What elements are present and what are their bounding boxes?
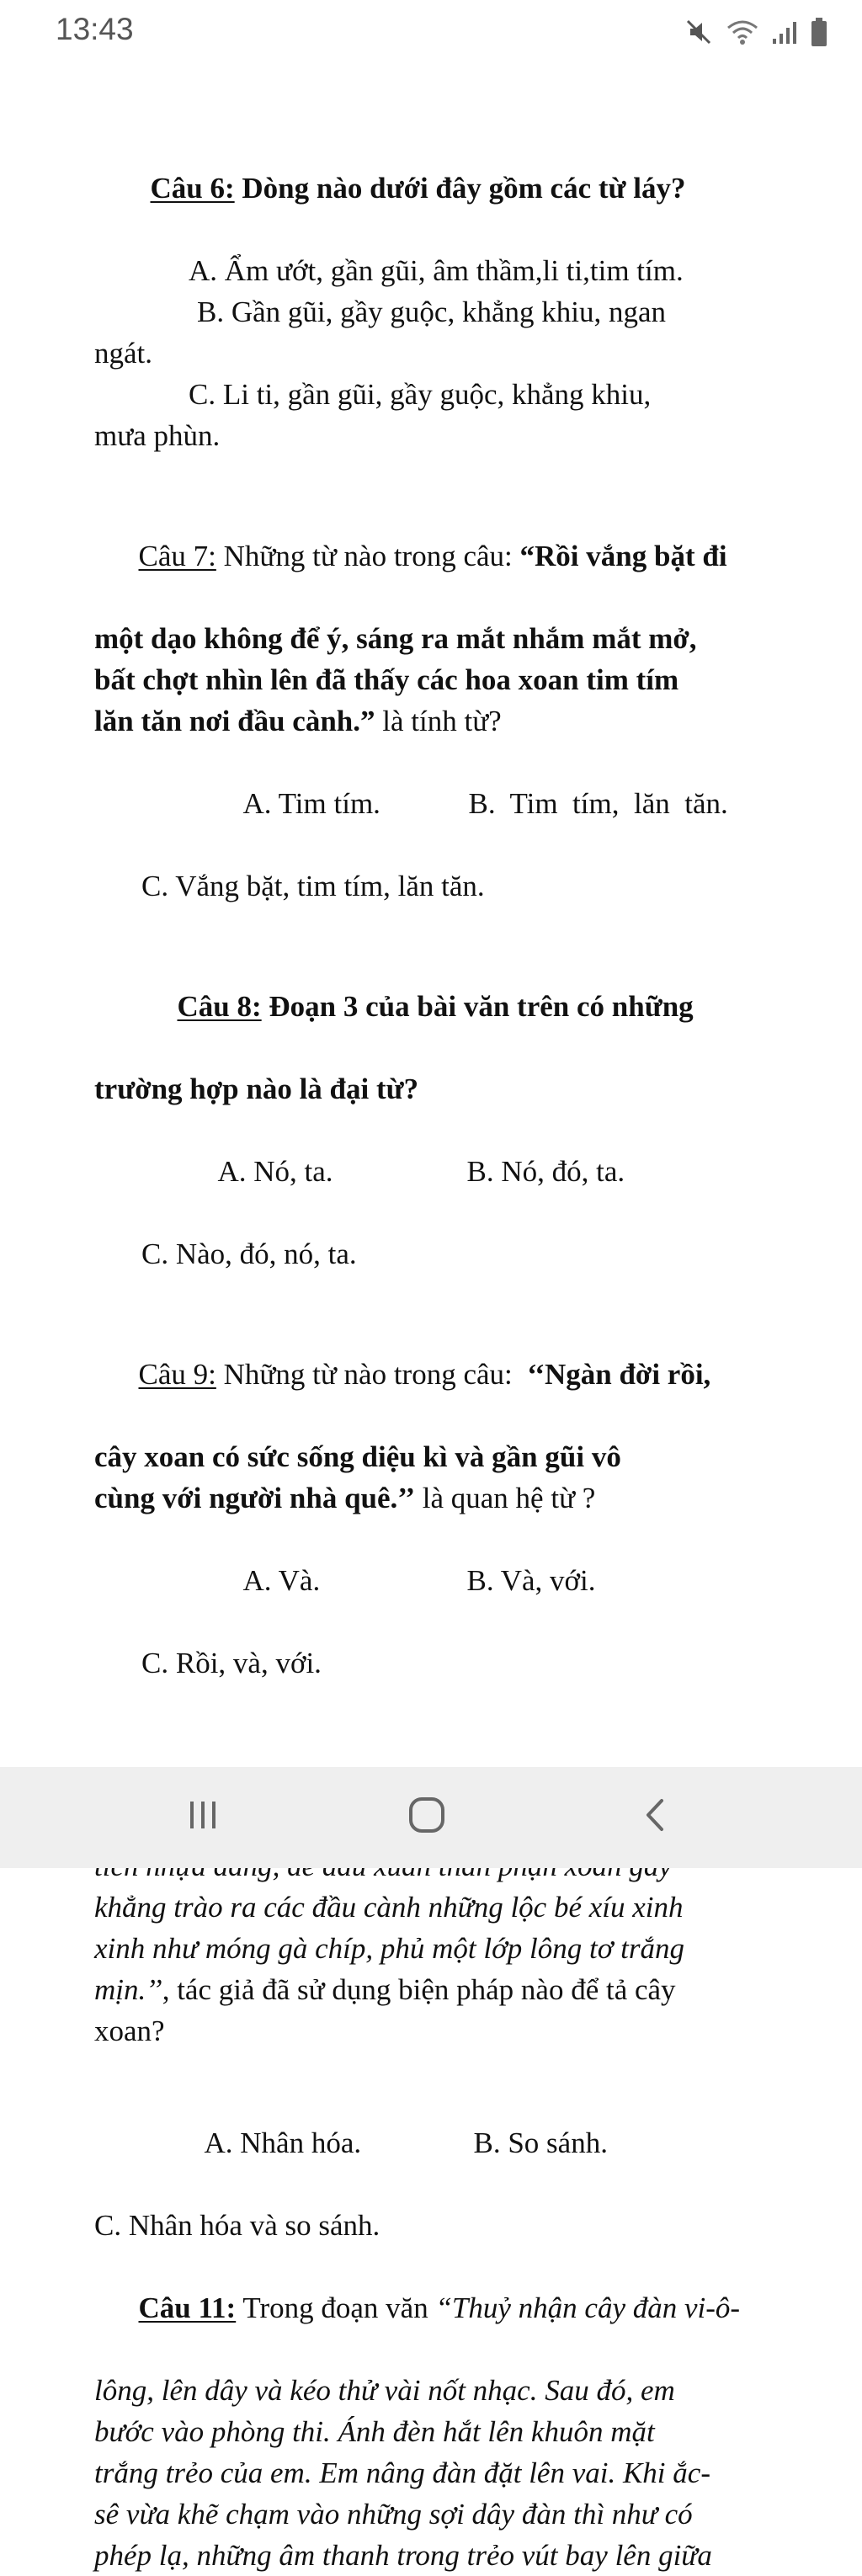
question-lead: Những từ nào trong câu:	[216, 540, 520, 572]
option-b: B. So sánh.	[473, 2126, 608, 2159]
option-c: C. Li ti, gần gũi, gầy guộc, khẳng khiu,	[189, 378, 652, 411]
option-a: A. Ẩm ướt, gần gũi, âm thầm,li ti,tim tím.	[189, 254, 684, 287]
question-11	[94, 2246, 776, 2576]
signal-icon	[771, 19, 798, 45]
option-c: C. Vắng bặt, tim tím, lăn tăn.	[141, 870, 485, 902]
question-lead: Những từ nào trong câu:	[216, 1358, 528, 1391]
wifi-icon	[726, 18, 759, 46]
question-7	[94, 494, 776, 907]
question-label: Câu 8:	[177, 990, 262, 1023]
quoted-sentence: cùng với người nhà quê.’’	[94, 1482, 416, 1514]
question-text: Đoạn 3 của bài văn trên có những	[261, 990, 694, 1023]
question-tail: là tính từ?	[375, 705, 502, 737]
quoted-paragraph: bước vào phòng thi. Ánh đèn hắt lên khuôn mặt	[94, 2415, 655, 2448]
question-lead: Trong đoạn văn	[236, 2291, 436, 2324]
option-c: C. Nhân hóa và so sánh.	[94, 2209, 380, 2242]
option-a: A. Tim tím.	[242, 787, 380, 820]
quoted-sentence: “Rồi vắng bặt đi	[519, 540, 727, 572]
question-tail: là quan hệ từ ?	[415, 1482, 596, 1514]
option-b: B. Tim tím, lăn tăn.	[468, 787, 728, 820]
quoted-sentence: một dạo không để ý, sáng ra mắt nhắm mắt mở,	[94, 622, 697, 655]
question-text-continued: trường hợp nào là đại từ?	[94, 1072, 419, 1105]
battery-icon	[810, 17, 828, 47]
quoted-sentence: xinh như móng gà chíp, phủ một lớp lông tơ trắng	[94, 1932, 685, 1965]
option-a: A. Nhân hóa.	[204, 2126, 362, 2159]
option-c-continued: mưa phùn.	[94, 419, 221, 452]
quoted-paragraph: phép lạ, những âm thanh trong trẻo vút bay lên giữa	[94, 2539, 712, 2572]
quoted-sentence: mịn.’’	[94, 1973, 162, 2006]
option-c: C. Rồi, và, với.	[141, 1647, 322, 1679]
document-page	[94, 126, 776, 2576]
question-tail: , tác giả đã sử dụng biện pháp nào để tả cây	[162, 1973, 676, 2006]
back-icon[interactable]	[636, 1796, 675, 1834]
quoted-sentence: ‘‘Ngàn đời rồi,	[527, 1358, 711, 1391]
quoted-paragraph: lông, lên dây và kéo thử vài nốt nhạc. Sau đó, em	[94, 2374, 675, 2407]
status-time: 13:43	[56, 12, 134, 46]
home-icon[interactable]	[407, 1796, 446, 1834]
quoted-paragraph: sê vừa khẽ chạm vào những sợi dây đàn thì như có	[94, 2498, 693, 2531]
question-label: Câu 7:	[138, 540, 216, 572]
option-b: B. Nó, đó, ta.	[466, 1155, 625, 1188]
quoted-sentence: khẳng trào ra các đầu cành những lộc bé xíu xinh	[94, 1891, 684, 1924]
question-label: Câu 6:	[150, 172, 235, 205]
option-b: B. Và, với.	[466, 1564, 596, 1597]
question-label: Câu 11:	[138, 2291, 237, 2324]
status-icons	[684, 15, 828, 49]
navigation-bar	[0, 1767, 862, 1868]
option-b-continued: ngát.	[94, 337, 153, 370]
option-a: A. Và.	[242, 1564, 321, 1597]
mute-icon	[684, 17, 714, 47]
recent-apps-icon[interactable]	[184, 1796, 222, 1834]
question-9	[94, 1312, 776, 1684]
question-label: Câu 9:	[138, 1358, 216, 1391]
status-bar	[0, 0, 862, 62]
option-a: A. Nó, ta.	[217, 1155, 333, 1188]
quoted-paragraph: trắng trẻo của em. Em nâng đàn đặt lên vai. Khi ắc-	[94, 2456, 710, 2489]
option-b: B. Gần gũi, gầy guộc, khẳng khiu, ngan	[197, 295, 666, 328]
question-6	[94, 126, 776, 456]
option-c: C. Nào, đó, nó, ta.	[141, 1237, 357, 1270]
quoted-sentence: bất chợt nhìn lên đã thấy các hoa xoan tim tím	[94, 663, 679, 696]
quoted-sentence: lăn tăn nơi đầu cành.”	[94, 705, 375, 737]
quoted-paragraph: “Thuỷ nhận cây đàn vi-ô-	[435, 2291, 741, 2324]
quoted-sentence: cây xoan có sức sống diệu kì và gần gũi vô	[94, 1440, 621, 1473]
question-8	[94, 945, 776, 1275]
question-text: Dòng nào dưới đây gồm các từ láy?	[234, 172, 686, 205]
question-tail-continued: xoan?	[94, 2014, 165, 2047]
